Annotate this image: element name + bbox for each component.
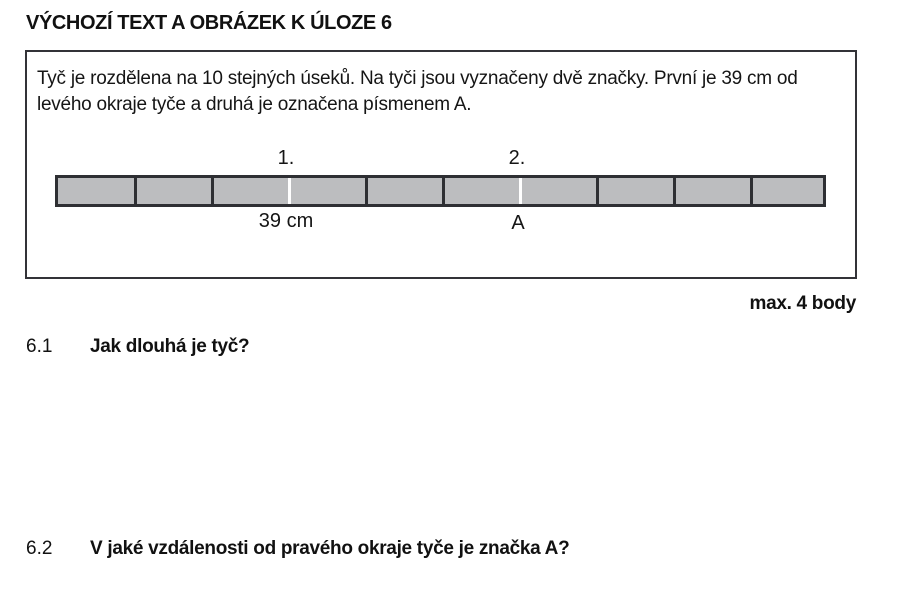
- question-6-2: [26, 538, 569, 560]
- mark-1-label: 39 cm: [258, 210, 314, 232]
- segment-divider: [750, 178, 753, 204]
- segment-divider: [211, 178, 214, 204]
- question-text: Jak dlouhá je tyč?: [90, 336, 250, 357]
- question-text: V jaké vzdálenosti od pravého okraje tyče je značka A?: [90, 538, 570, 559]
- mark-2-label: A: [511, 212, 525, 234]
- mark-1-number: 1.: [277, 147, 295, 169]
- max-points: max. 4 body: [749, 293, 856, 314]
- segment-divider: [442, 178, 445, 204]
- intro-text: Tyč je rozdělena na 10 stejných úseků. Na tyči jsou vyznačeny dvě značky. První je 39 cm od levého okraje tyče a druhá je označena písmenem A.: [37, 68, 798, 115]
- segment-divider: [673, 178, 676, 204]
- task-heading: VÝCHOZÍ TEXT A OBRÁZEK K ÚLOZE 6: [26, 12, 392, 34]
- question-6-1: [26, 336, 249, 358]
- question-number: 6.2: [26, 538, 53, 559]
- mark-1-line: [288, 178, 291, 204]
- mark-2-line: [519, 178, 522, 204]
- rod-figure: [55, 175, 826, 207]
- intro-box: [25, 50, 857, 279]
- segment-divider: [134, 178, 137, 204]
- segment-divider: [365, 178, 368, 204]
- segment-divider: [596, 178, 599, 204]
- question-number: 6.1: [26, 336, 53, 357]
- mark-2-number: 2.: [508, 147, 526, 169]
